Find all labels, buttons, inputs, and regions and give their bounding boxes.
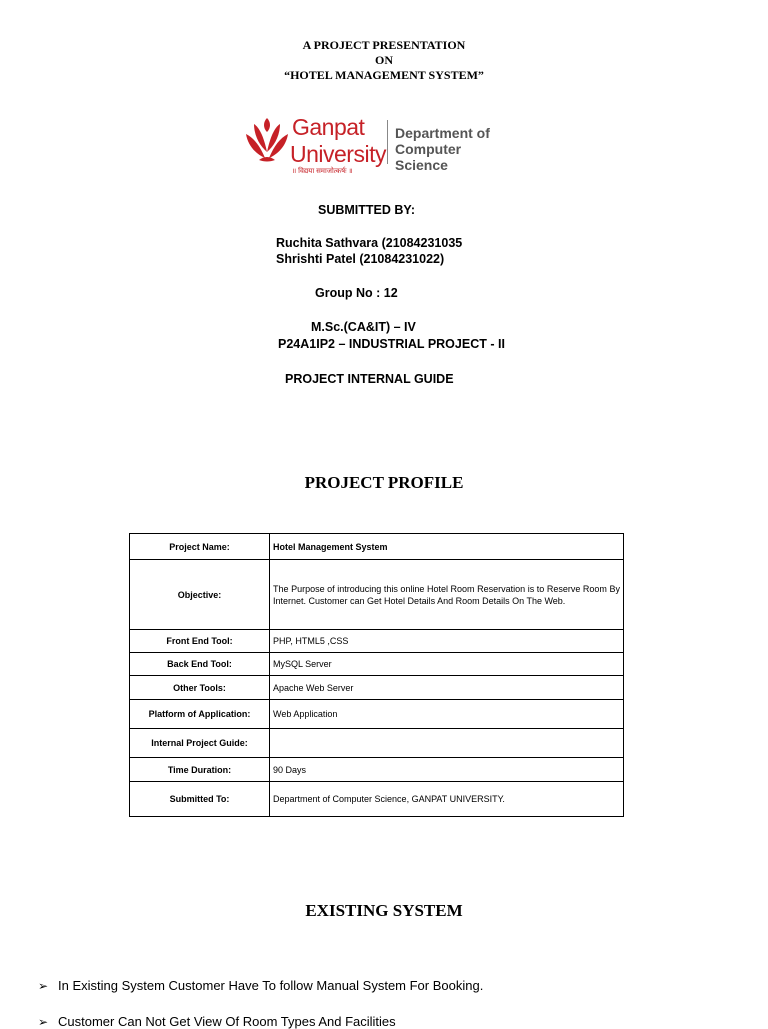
row-value: Department of Computer Science, GANPAT UNIVERSITY. bbox=[270, 782, 624, 817]
row-value: MySQL Server bbox=[270, 653, 624, 676]
logo-dept-line2: Computer Science bbox=[395, 141, 462, 173]
table-row bbox=[130, 534, 624, 560]
logo-divider bbox=[387, 120, 388, 164]
course-name: M.Sc.(CA&IT) – IV bbox=[311, 320, 416, 334]
table-row bbox=[130, 676, 624, 700]
submitted-by-label: SUBMITTED BY: bbox=[318, 203, 415, 217]
row-value: Hotel Management System bbox=[270, 534, 624, 560]
table-row bbox=[130, 653, 624, 676]
project-profile-table bbox=[129, 533, 624, 817]
row-value: The Purpose of introducing this online Hotel Room Reservation is to Reserve Room By Internet. Customer can Get Hotel Details And Room Details On The Web. bbox=[270, 560, 624, 630]
logo-dept-line1: Department of bbox=[395, 125, 490, 141]
list-item bbox=[38, 978, 483, 993]
logo-name-line1: Ganpat bbox=[292, 114, 365, 140]
row-label: Time Duration: bbox=[130, 758, 270, 782]
logo-motto: ॥ विद्यया समाजोत्कर्षः ॥ bbox=[292, 168, 353, 175]
flame-petals-icon bbox=[244, 114, 290, 166]
arrow-bullet-icon: ➢ bbox=[38, 1015, 49, 1029]
subject-code: P24A1IP2 – INDUSTRIAL PROJECT - II bbox=[278, 337, 505, 351]
student-1: Ruchita Sathvara (21084231035 bbox=[276, 236, 463, 250]
presentation-title-line3: “HOTEL MANAGEMENT SYSTEM” bbox=[284, 68, 484, 82]
row-label: Submitted To: bbox=[130, 782, 270, 817]
row-value: Web Application bbox=[270, 700, 624, 729]
group-number: Group No : 12 bbox=[315, 286, 398, 300]
row-value bbox=[270, 729, 624, 758]
row-label: Other Tools: bbox=[130, 676, 270, 700]
project-profile-heading: PROJECT PROFILE bbox=[304, 473, 464, 492]
logo-name-line2: University bbox=[290, 141, 386, 167]
table-row bbox=[130, 729, 624, 758]
row-value: PHP, HTML5 ,CSS bbox=[270, 630, 624, 653]
bullet-text: In Existing System Customer Have To follow Manual System For Booking. bbox=[58, 978, 484, 993]
row-label: Internal Project Guide: bbox=[130, 729, 270, 758]
list-item bbox=[38, 1014, 396, 1029]
student-2: Shrishti Patel (21084231022) bbox=[276, 252, 445, 266]
existing-system-heading: EXISTING SYSTEM bbox=[305, 901, 463, 920]
row-label: Project Name: bbox=[130, 534, 270, 560]
table-row bbox=[130, 630, 624, 653]
row-value: Apache Web Server bbox=[270, 676, 624, 700]
table-row bbox=[130, 782, 624, 817]
row-label: Objective: bbox=[130, 560, 270, 630]
internal-guide-label: PROJECT INTERNAL GUIDE bbox=[285, 372, 454, 386]
university-logo bbox=[244, 112, 514, 180]
arrow-bullet-icon: ➢ bbox=[38, 979, 49, 993]
row-label: Back End Tool: bbox=[130, 653, 270, 676]
row-label: Platform of Application: bbox=[130, 700, 270, 729]
table-row bbox=[130, 560, 624, 630]
bullet-text: Customer Can Not Get View Of Room Types And Facilities bbox=[58, 1014, 396, 1029]
table-row bbox=[130, 758, 624, 782]
table-row bbox=[130, 700, 624, 729]
presentation-title-line2: ON bbox=[375, 53, 393, 67]
row-label: Front End Tool: bbox=[130, 630, 270, 653]
row-value: 90 Days bbox=[270, 758, 624, 782]
presentation-title-line1: A PROJECT PRESENTATION bbox=[302, 38, 466, 52]
